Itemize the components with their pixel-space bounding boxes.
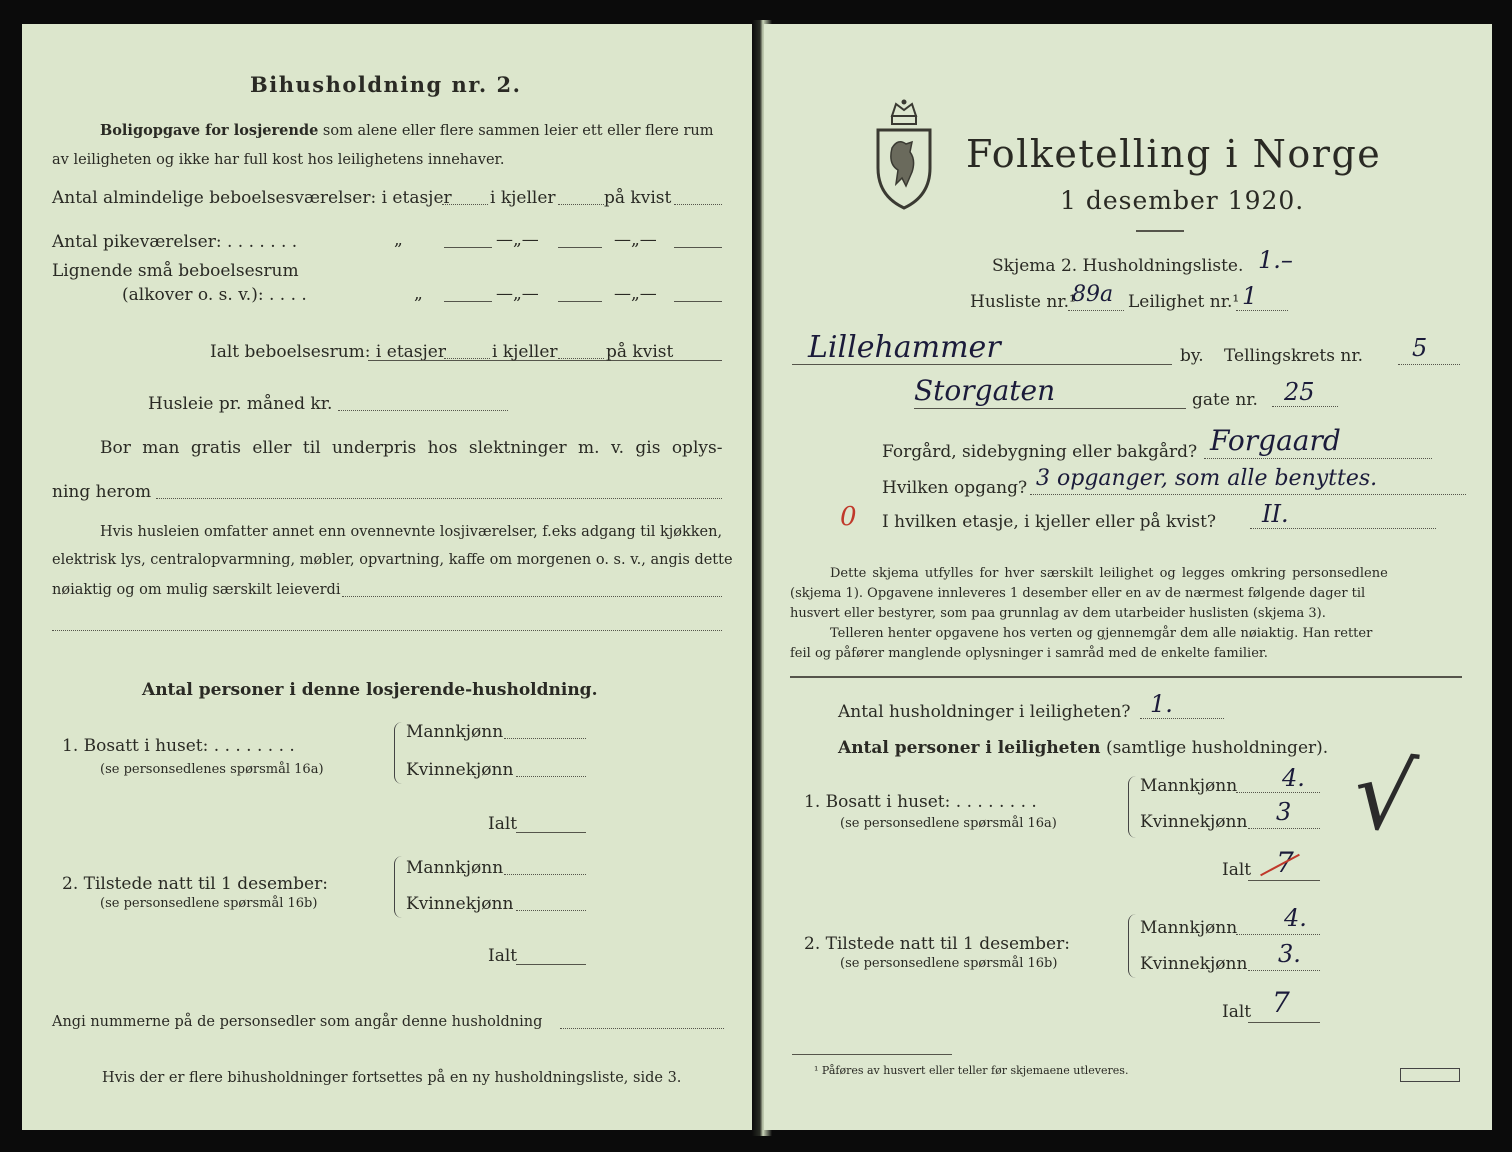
right-title: Folketelling i Norge (966, 132, 1382, 176)
omfatter-line3: nøiaktig og om mulig særskilt leieverdi (52, 582, 341, 598)
rooms-kjeller-field[interactable] (558, 204, 604, 205)
left-q1-label: 1. Bosatt i huset: . . . . . . . . (62, 736, 295, 756)
gratis-field[interactable] (156, 498, 722, 499)
etasje-value[interactable]: II. (1262, 500, 1289, 528)
left-q2-sub: (se personsedlene spørsmål 16b) (100, 896, 318, 911)
title-rule (1136, 230, 1184, 232)
section-rule (790, 676, 1462, 678)
left-page (22, 24, 760, 1130)
left-q2-mann-label: Mannkjønn (406, 858, 504, 878)
husliste-field (1068, 310, 1124, 311)
pike-label: Antal pikeværelser: . . . . . . . (52, 232, 298, 252)
skjema-value[interactable]: 1.– (1258, 246, 1293, 274)
gate-field (1272, 406, 1338, 407)
right-q2-kvinne-field (1248, 970, 1320, 971)
pike-kvist-field[interactable] (674, 247, 722, 248)
gratis-line2: ning herom (52, 482, 152, 502)
krets-label: Tellingskrets nr. (1224, 346, 1364, 366)
right-q2-ialt-label: Ialt (1222, 1002, 1252, 1022)
leilighet-value[interactable]: 1 (1242, 282, 1258, 310)
left-persons-heading: Antal personer i denne losjerende-husholdning. (142, 680, 598, 700)
omfatter-line1: Hvis husleien omfatter annet enn ovennevnte losjiværelser, f.eks adgang til kjøkken, (100, 524, 723, 540)
right-q2-kvinne-value[interactable]: 3. (1278, 940, 1301, 968)
para1-line2: (skjema 1). Opgavene innleveres 1 desember eller en av de nærmest følgende dager til (790, 586, 1366, 601)
rooms-label: Antal almindelige beboelsesværelser: i etasjer (52, 188, 452, 208)
angi-label: Angi nummerne på de personsedler som angår denne husholdning (52, 1014, 543, 1030)
right-q1-ialt-field (1248, 880, 1320, 881)
omfatter-field-2[interactable] (52, 630, 722, 631)
left-title: Bihusholdning nr. 2. (250, 72, 522, 97)
para2-line1: Telleren henter opgavene hos verten og gjennemgår dem alle nøiaktig. Han retter (830, 626, 1373, 641)
left-q1-sub: (se personsedlenes spørsmål 16a) (100, 762, 324, 777)
left-q1-mann-label: Mannkjønn (406, 722, 504, 742)
pike-kjeller-field[interactable] (558, 247, 602, 248)
leilighet-field (1236, 310, 1288, 311)
lign-kjeller-field[interactable] (558, 301, 602, 302)
right-q1-label: 1. Bosatt i huset: . . . . . . . . (804, 792, 1037, 812)
intro-rest: som alene eller flere sammen leier ett eller flere rum (322, 123, 714, 139)
right-q2-ialt-field (1248, 1022, 1320, 1023)
krets-field (1398, 364, 1460, 365)
left-q2-kvinne-label: Kvinnekjønn (406, 894, 514, 914)
para1-line3: husvert eller bestyrer, som paa grunnlag av dem utarbeider huslisten (skjema 3). (790, 606, 1326, 621)
ialt-etasjer-field[interactable] (444, 358, 490, 359)
opgang-label: Hvilken opgang? (882, 478, 1028, 498)
lign-label1: Lignende små beboelsesrum (52, 261, 299, 281)
pike-sep2: —„— (614, 230, 657, 250)
krets-value[interactable]: 5 (1412, 334, 1428, 362)
left-q1-ialt-label: Ialt (488, 814, 518, 834)
left-q1-brace (394, 722, 405, 784)
husliste-value[interactable]: 89a (1072, 282, 1114, 307)
opgang-value[interactable]: 3 opganger, som alle benyttes. (1036, 466, 1378, 491)
lign-etasjer-field[interactable] (444, 301, 492, 302)
left-q2-kvinne-field[interactable] (516, 910, 586, 911)
ialt-rooms-label: Ialt beboelsesrum: i etasjer (210, 342, 446, 362)
lign-kvist-field[interactable] (674, 301, 722, 302)
left-q1-kvinne-field[interactable] (516, 776, 586, 777)
pike-quote: „ (394, 230, 403, 250)
leilighet-label: Leilighet nr.¹ (1128, 292, 1240, 312)
right-q1-kvinne-label: Kvinnekjønn (1140, 812, 1248, 832)
ialt-kvist-label: på kvist (606, 342, 674, 362)
left-q2-ialt-field[interactable] (516, 964, 586, 965)
right-q2-mann-value[interactable]: 4. (1284, 904, 1307, 932)
by-label: by. (1180, 346, 1204, 366)
right-persons-heading-rest: (samtlige husholdninger). (1105, 738, 1329, 758)
antal-hush-label: Antal husholdninger i leiligheten? (838, 702, 1131, 722)
street-field (914, 408, 1186, 409)
right-footnote: ¹ Påføres av husvert eller teller før skjemaene utleveres. (814, 1064, 1129, 1077)
coat-of-arms-icon (872, 98, 936, 210)
checkmark: √ (1348, 737, 1421, 855)
para2-line2: feil og påfører manglende oplysninger i samråd med de enkelte familier. (790, 646, 1268, 661)
left-q1-ialt-field[interactable] (516, 832, 586, 833)
gate-value[interactable]: 25 (1284, 378, 1315, 406)
right-q1-kvinne-value[interactable]: 3 (1276, 798, 1292, 826)
left-q1-kvinne-label: Kvinnekjønn (406, 760, 514, 780)
rooms-etasjer-field[interactable] (442, 204, 488, 205)
town-field (792, 364, 1172, 365)
husleie-label: Husleie pr. måned kr. (148, 394, 333, 414)
street-value[interactable]: Storgaten (914, 374, 1056, 407)
gate-label: gate nr. (1192, 390, 1258, 410)
gratis-line1: Bor man gratis eller til underpris hos slektninger m. v. gis oplys- (100, 438, 723, 458)
right-q1-mann-field (1236, 792, 1320, 793)
right-persons-heading-bold: Antal personer i leiligheten (838, 738, 1101, 758)
right-date: 1 desember 1920. (1060, 186, 1305, 215)
etasje-red-mark: 0 (840, 502, 857, 532)
pike-etasjer-field[interactable] (444, 247, 492, 248)
right-q2-sub: (se personsedlene spørsmål 16b) (840, 956, 1058, 971)
left-q2-ialt-label: Ialt (488, 946, 518, 966)
left-q2-brace (394, 856, 405, 918)
antal-hush-field (1140, 718, 1224, 719)
right-q2-ialt-value[interactable]: 7 (1272, 986, 1290, 1019)
forgard-label: Forgård, sidebygning eller bakgård? (882, 442, 1198, 462)
right-q1-brace (1128, 776, 1139, 838)
antal-hush-value[interactable]: 1. (1150, 690, 1173, 718)
town-value[interactable]: Lillehammer (808, 330, 1001, 365)
rooms-kjeller-label: i kjeller (490, 188, 556, 208)
right-q2-mann-label: Mannkjønn (1140, 918, 1238, 938)
right-q2-label: 2. Tilstede natt til 1 desember: (804, 934, 1070, 954)
right-q1-sub: (se personsedlene spørsmål 16a) (840, 816, 1057, 831)
right-q1-mann-label: Mannkjønn (1140, 776, 1238, 796)
left-q2-label: 2. Tilstede natt til 1 desember: (62, 874, 328, 894)
right-q1-kvinne-field (1248, 828, 1320, 829)
forgard-value[interactable]: Forgaard (1210, 424, 1341, 457)
etasje-label: I hvilken etasje, i kjeller eller på kvist? (882, 512, 1217, 532)
husliste-label: Husliste nr.¹ (970, 292, 1076, 312)
angi-field[interactable] (560, 1028, 724, 1029)
lign-label2: (alkover o. s. v.): . . . . (122, 285, 307, 305)
left-q2-mann-field[interactable] (504, 874, 586, 875)
right-q1-ialt-label: Ialt (1222, 860, 1252, 880)
right-q1-ialt-value[interactable]: 7 (1276, 846, 1294, 879)
right-q2-brace (1128, 914, 1139, 978)
pike-sep1: —„— (496, 230, 539, 250)
rooms-kvist-label: på kvist (604, 188, 672, 208)
ialt-kjeller-field[interactable] (558, 358, 604, 359)
etasje-field (1250, 528, 1436, 529)
ialt-kjeller-label: i kjeller (492, 342, 558, 362)
right-q2-kvinne-label: Kvinnekjønn (1140, 954, 1248, 974)
right-q1-mann-value[interactable]: 4. (1282, 764, 1305, 792)
omfatter-field[interactable] (342, 596, 722, 597)
lign-quote: „ (414, 284, 423, 304)
husleie-field[interactable] (338, 410, 508, 411)
rooms-kvist-field[interactable] (674, 204, 722, 205)
intro-line2: av leiligheten og ikke har full kost hos leilighetens innehaver. (52, 152, 505, 168)
lign-sep1: —„— (496, 284, 539, 304)
omfatter-line2: elektrisk lys, centralopvarmning, møbler, opvartning, kaffe om morgenen o. s. v., angis dette (52, 552, 733, 568)
skjema-label: Skjema 2. Husholdningsliste. (992, 256, 1244, 276)
para1-line1: Dette skjema utfylles for hver særskilt leilighet og legges omkring personsedlene (830, 566, 1388, 581)
opgang-field (1030, 494, 1466, 495)
left-q1-mann-field[interactable] (504, 738, 586, 739)
left-footer: Hvis der er flere bihusholdninger fortsettes på en ny husholdningsliste, side 3. (102, 1070, 682, 1086)
footnote-rule (792, 1054, 952, 1055)
right-page (764, 24, 1492, 1130)
forgard-field (1204, 458, 1432, 459)
intro-bold: Boligopgave for losjerende (100, 122, 319, 139)
printer-stamp (1400, 1068, 1460, 1082)
lign-sep2: —„— (614, 284, 657, 304)
right-q2-mann-field (1236, 934, 1320, 935)
